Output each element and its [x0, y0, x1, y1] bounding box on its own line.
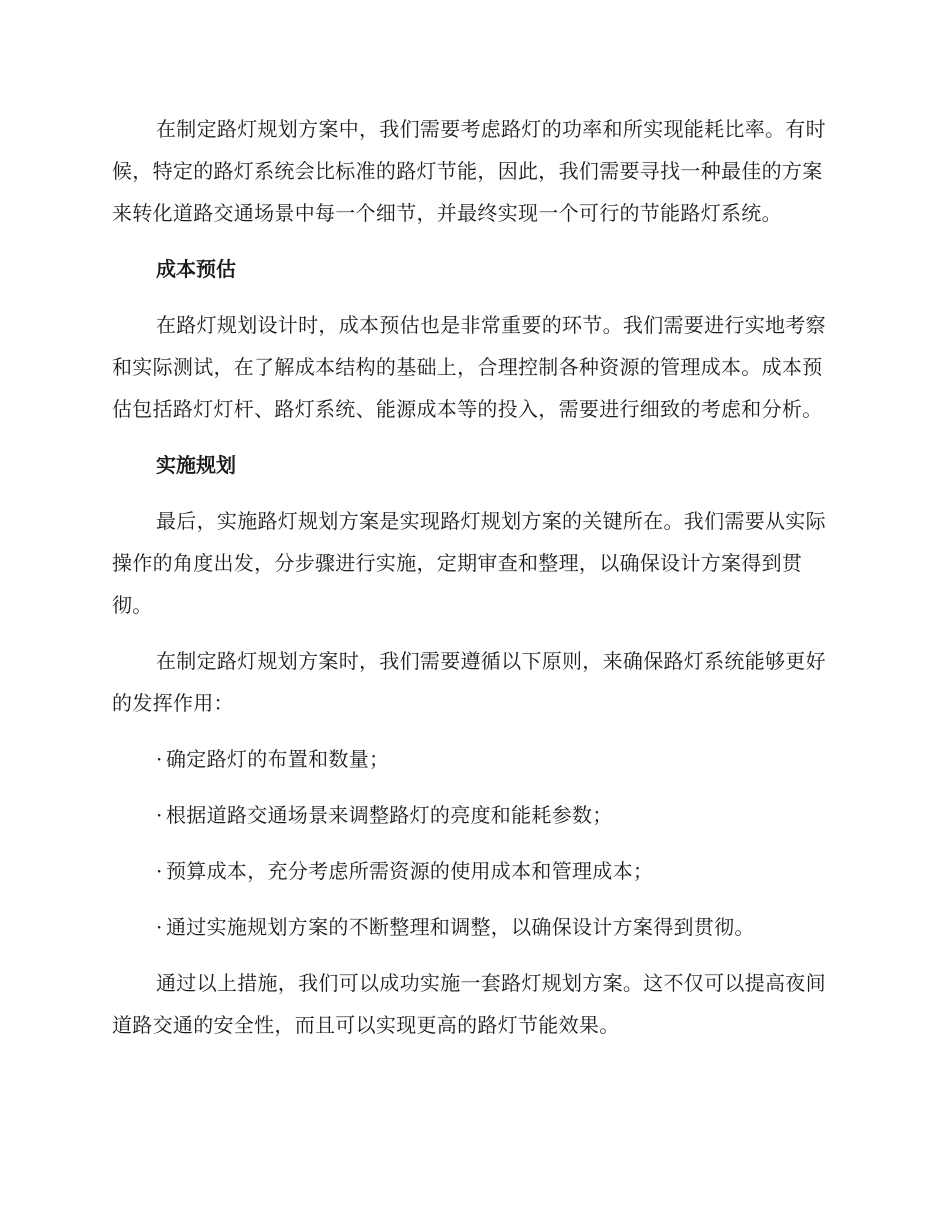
list-item: [112, 906, 834, 948]
bullet-marker: ·: [156, 747, 163, 771]
section-heading-implementation: 实施规划: [156, 453, 236, 477]
list-item: [112, 738, 834, 780]
section-heading-cost: 成本预估: [156, 257, 236, 281]
list-item: [112, 850, 834, 892]
body-paragraph: 在制定路灯规划方案时，我们需要遵循以下原则，来确保路灯系统能够更好的发挥作用：: [112, 649, 826, 715]
body-paragraph: 在路灯规划设计时，成本预估也是非常重要的环节。我们需要进行实地考察和实际测试，在了解成本结构的基础上，合理控制各种资源的管理成本。成本预估包括路灯灯杆、路灯系统、能源成本等的投入，需要进行细致的考虑和分析。: [112, 313, 826, 421]
bullet-marker: ·: [156, 803, 163, 827]
bullet-marker: ·: [156, 859, 163, 883]
list-item-text: 通过实施规划方案的不断整理和调整，以确保设计方案得到贯彻。: [166, 915, 755, 939]
body-paragraph: 在制定路灯规划方案中，我们需要考虑路灯的功率和所实现能耗比率。有时候，特定的路灯系统会比标准的路灯节能，因此，我们需要寻找一种最佳的方案来转化道路交通场景中每一个细节，并最终实现一个可行的节能路灯系统。: [112, 117, 826, 225]
list-item-text: 预算成本，充分考虑所需资源的使用成本和管理成本；: [166, 859, 654, 883]
list-item: [112, 794, 834, 836]
document-page: [112, 108, 834, 1060]
list-item-text: 确定路灯的布置和数量；: [166, 747, 390, 771]
body-paragraph: 通过以上措施，我们可以成功实施一套路灯规划方案。这不仅可以提高夜间道路交通的安全性，而且可以实现更高的路灯节能效果。: [112, 971, 826, 1037]
bullet-marker: ·: [156, 915, 163, 939]
list-item-text: 根据道路交通场景来调整路灯的亮度和能耗参数；: [166, 803, 613, 827]
body-paragraph: 最后，实施路灯规划方案是实现路灯规划方案的关键所在。我们需要从实际操作的角度出发，分步骤进行实施，定期审查和整理，以确保设计方案得到贯彻。: [112, 509, 826, 617]
